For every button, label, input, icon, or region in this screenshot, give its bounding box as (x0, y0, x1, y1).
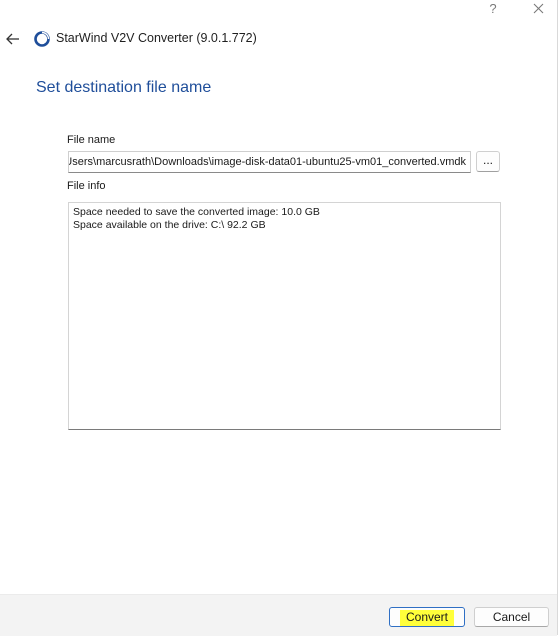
file-name-field[interactable] (68, 151, 471, 173)
file-name-input[interactable] (68, 152, 466, 172)
file-info-box[interactable] (68, 202, 501, 430)
arrow-left-icon (4, 30, 22, 48)
browse-button[interactable]: ... (476, 151, 500, 172)
space-needed-text: Space needed to save the converted image: 10.0 GB (73, 206, 320, 218)
convert-button-label: Convert (400, 610, 454, 626)
back-button[interactable] (4, 30, 22, 48)
close-button[interactable] (526, 0, 550, 20)
cancel-button[interactable]: Cancel (474, 607, 549, 627)
help-button[interactable]: ? (489, 1, 497, 16)
file-name-label: File name (67, 134, 116, 146)
space-available-text: Space available on the drive: C:\ 92.2 GB (73, 219, 266, 231)
app-title: StarWind V2V Converter (9.0.1.772) (56, 31, 257, 45)
convert-button[interactable] (389, 607, 465, 627)
footer-bar (0, 594, 557, 636)
page-title: Set destination file name (36, 79, 212, 96)
close-icon (526, 0, 550, 20)
starwind-logo-icon (33, 30, 51, 48)
file-info-label: File info (67, 180, 106, 192)
